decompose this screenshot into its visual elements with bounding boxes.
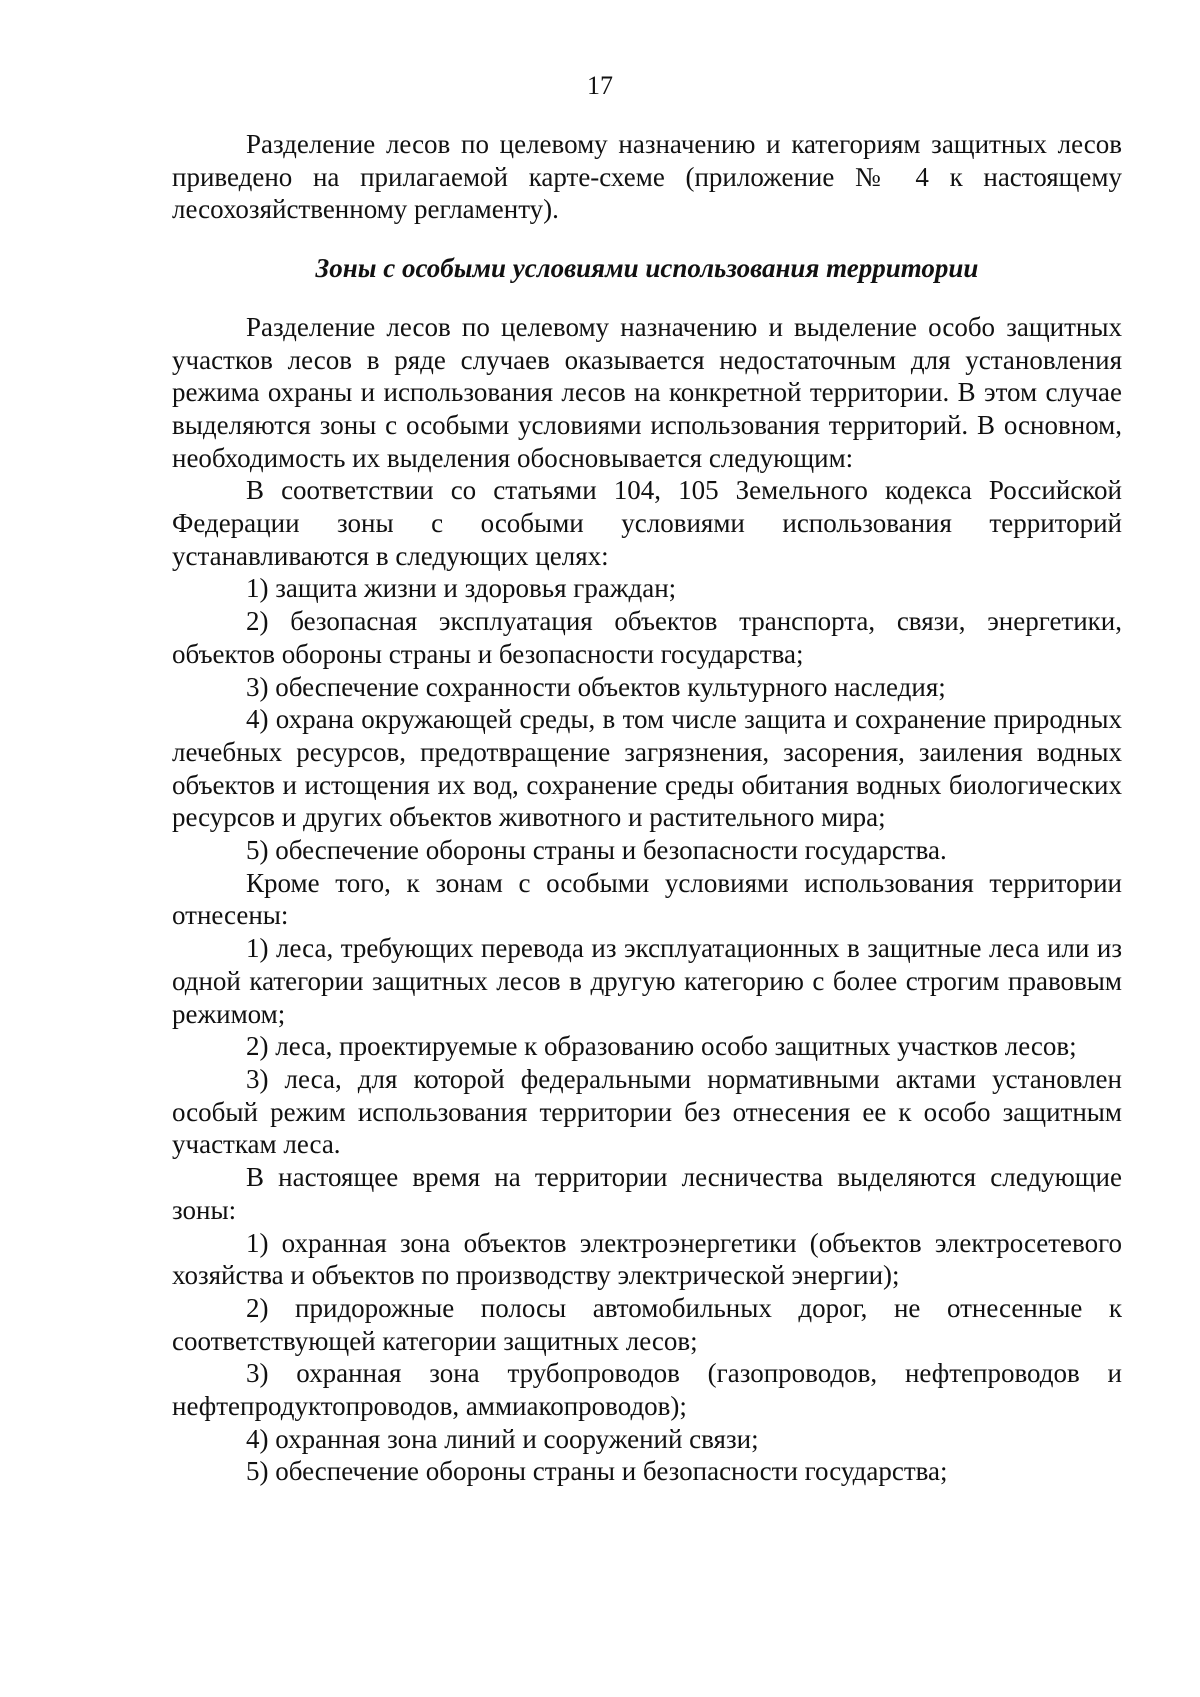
list-item: 4) охранная зона линий и сооружений связи; xyxy=(246,1423,759,1454)
list-item: 5) обеспечение обороны страны и безопасности государства; xyxy=(246,1456,948,1487)
list-item: 2) безопасная эксплуатация объектов транспорта, связи, энергетики, объектов обороны страны и безопасности государства; xyxy=(172,606,1122,669)
page-number: 17 xyxy=(587,71,613,100)
list-item: 1) леса, требующих перевода из эксплуатационных в защитные леса или из одной категории защитных лесов в другую категорию с более строгим правовым режимом; xyxy=(172,933,1122,1029)
list-item: 1) охранная зона объектов электроэнергетики (объектов электросетевого хозяйства и объектов по производству электрической энергии); xyxy=(172,1227,1122,1291)
list-item: 4) охрана окружающей среды, в том числе защита и сохранение природных лечебных ресурсов, предотвращение загрязнения, засорения, заиления водных объектов и истощения их вод, сохранение среды обитания водных биологических ресурсов и других объектов животного и растительного мира; xyxy=(172,704,1122,833)
paragraph: В соответствии со статьями 104, 105 Земельного кодекса Российской Федерации зоны с особыми условиями использования территорий устанавливаются в следующих целях: xyxy=(172,475,1122,571)
paragraph: Разделение лесов по целевому назначению и выделение особо защитных участков лесов в ряде случаев оказывается недостаточным для установления режима охраны и использования лесов на конкретной территории. В этом случае выделяются зоны с особыми условиями использования территорий. В основном, необходимость их выделения обосновывается следующим: xyxy=(172,311,1122,473)
list-item: 2) леса, проектируемые к образованию особо защитных участков лесов; xyxy=(246,1031,1077,1062)
paragraph-intro: Разделение лесов по целевому назначению и категориям защитных лесов приведено на прилагаемой карте-схеме (приложение № 4 к настоящему лесохозяйственному регламенту). xyxy=(172,129,1122,225)
list-item: 5) обеспечение обороны страны и безопасности государства. xyxy=(246,835,947,866)
list-item: 1) защита жизни и здоровья граждан; xyxy=(246,573,677,604)
list-item: 3) охранная зона трубопроводов (газопроводов, нефтепроводов и нефтепродуктопроводов, аммиакопроводов); xyxy=(172,1358,1122,1422)
list-item: 3) леса, для которой федеральными нормативными актами установлен особый режим использования территории без отнесения ее к особо защитным участкам леса. xyxy=(172,1063,1122,1160)
list-item: 3) обеспечение сохранности объектов культурного наследия; xyxy=(246,671,946,702)
list-item: 2) придорожные полосы автомобильных дорог, не отнесенные к соответствующей категории защитных лесов; xyxy=(172,1292,1122,1356)
paragraph: Кроме того, к зонам с особыми условиями использования территории отнесены: xyxy=(172,867,1122,931)
page-body xyxy=(172,128,1122,1488)
section-heading: Зоны с особыми условиями использования территории xyxy=(315,253,979,284)
paragraph: В настоящее время на территории лесничества выделяются следующие зоны: xyxy=(172,1162,1122,1225)
